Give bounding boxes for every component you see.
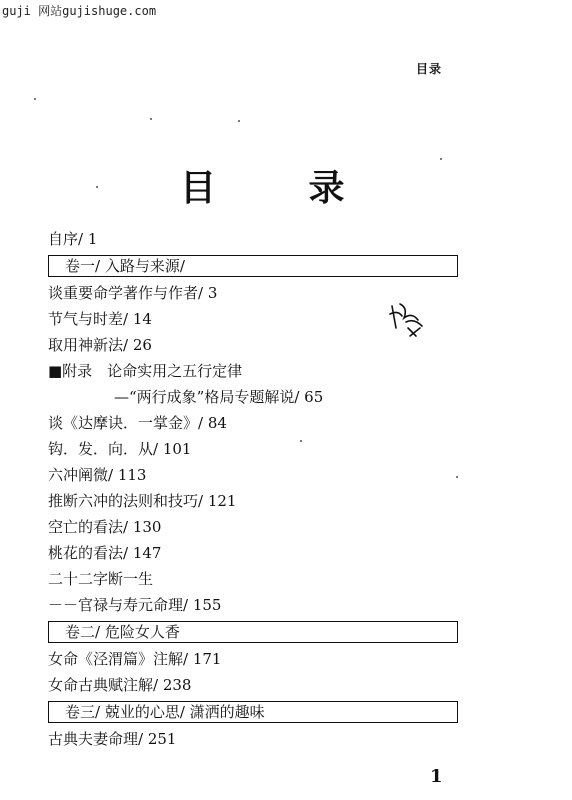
toc-entry[interactable]: 自序/ 1	[48, 230, 98, 248]
toc-entry[interactable]: 推断六冲的法则和技巧/ 121	[48, 492, 237, 510]
toc-entry[interactable]: 女命《泾渭篇》注解/ 171	[48, 650, 222, 668]
toc-entry[interactable]: 谈重要命学著作与作者/ 3	[48, 284, 218, 302]
scan-speck	[34, 98, 36, 100]
toc-entry[interactable]: 女命古典赋注解/ 238	[48, 676, 192, 694]
toc-entry[interactable]: 钩．发．向．从/ 101	[48, 440, 192, 458]
scan-speck	[150, 118, 152, 120]
handwritten-signature	[386, 298, 430, 340]
scan-speck	[440, 158, 442, 160]
page-number: 1	[430, 766, 443, 787]
toc-entry[interactable]: －－官禄与寿元命理/ 155	[48, 596, 222, 614]
toc-entry[interactable]: 古典夫妻命理/ 251	[48, 730, 177, 748]
toc-subentry[interactable]: —“两行成象”格局专题解说/ 65	[114, 388, 324, 406]
scan-speck	[300, 440, 302, 442]
toc-section-header[interactable]: 卷二/ 危险女人香	[48, 621, 458, 643]
toc-entry[interactable]: 取用神新法/ 26	[48, 336, 152, 354]
toc-entry[interactable]: 六冲阐微/ 113	[48, 466, 147, 484]
running-header: 目录	[416, 62, 443, 76]
toc-section-header[interactable]: 卷三/ 兢业的心思/ 潇洒的趣味	[48, 701, 458, 723]
toc-entry[interactable]: 桃花的看法/ 147	[48, 544, 162, 562]
scan-speck	[456, 476, 458, 478]
toc-section-header[interactable]: 卷一/ 入路与来源/	[48, 255, 458, 277]
page-title: 目 录	[180, 168, 385, 209]
scan-speck	[96, 186, 98, 188]
scan-speck	[238, 120, 240, 122]
toc-entry[interactable]: 空亡的看法/ 130	[48, 518, 162, 536]
toc-entry[interactable]: 谈《达摩诀．一掌金》/ 84	[48, 414, 227, 432]
toc-entry[interactable]: ■附录 论命实用之五行定律	[48, 362, 243, 380]
watermark-text: guji 网站gujishuge.com	[2, 4, 157, 18]
toc-entry[interactable]: 二十二字断一生	[48, 570, 154, 588]
toc-entry[interactable]: 节气与时差/ 14	[48, 310, 152, 328]
